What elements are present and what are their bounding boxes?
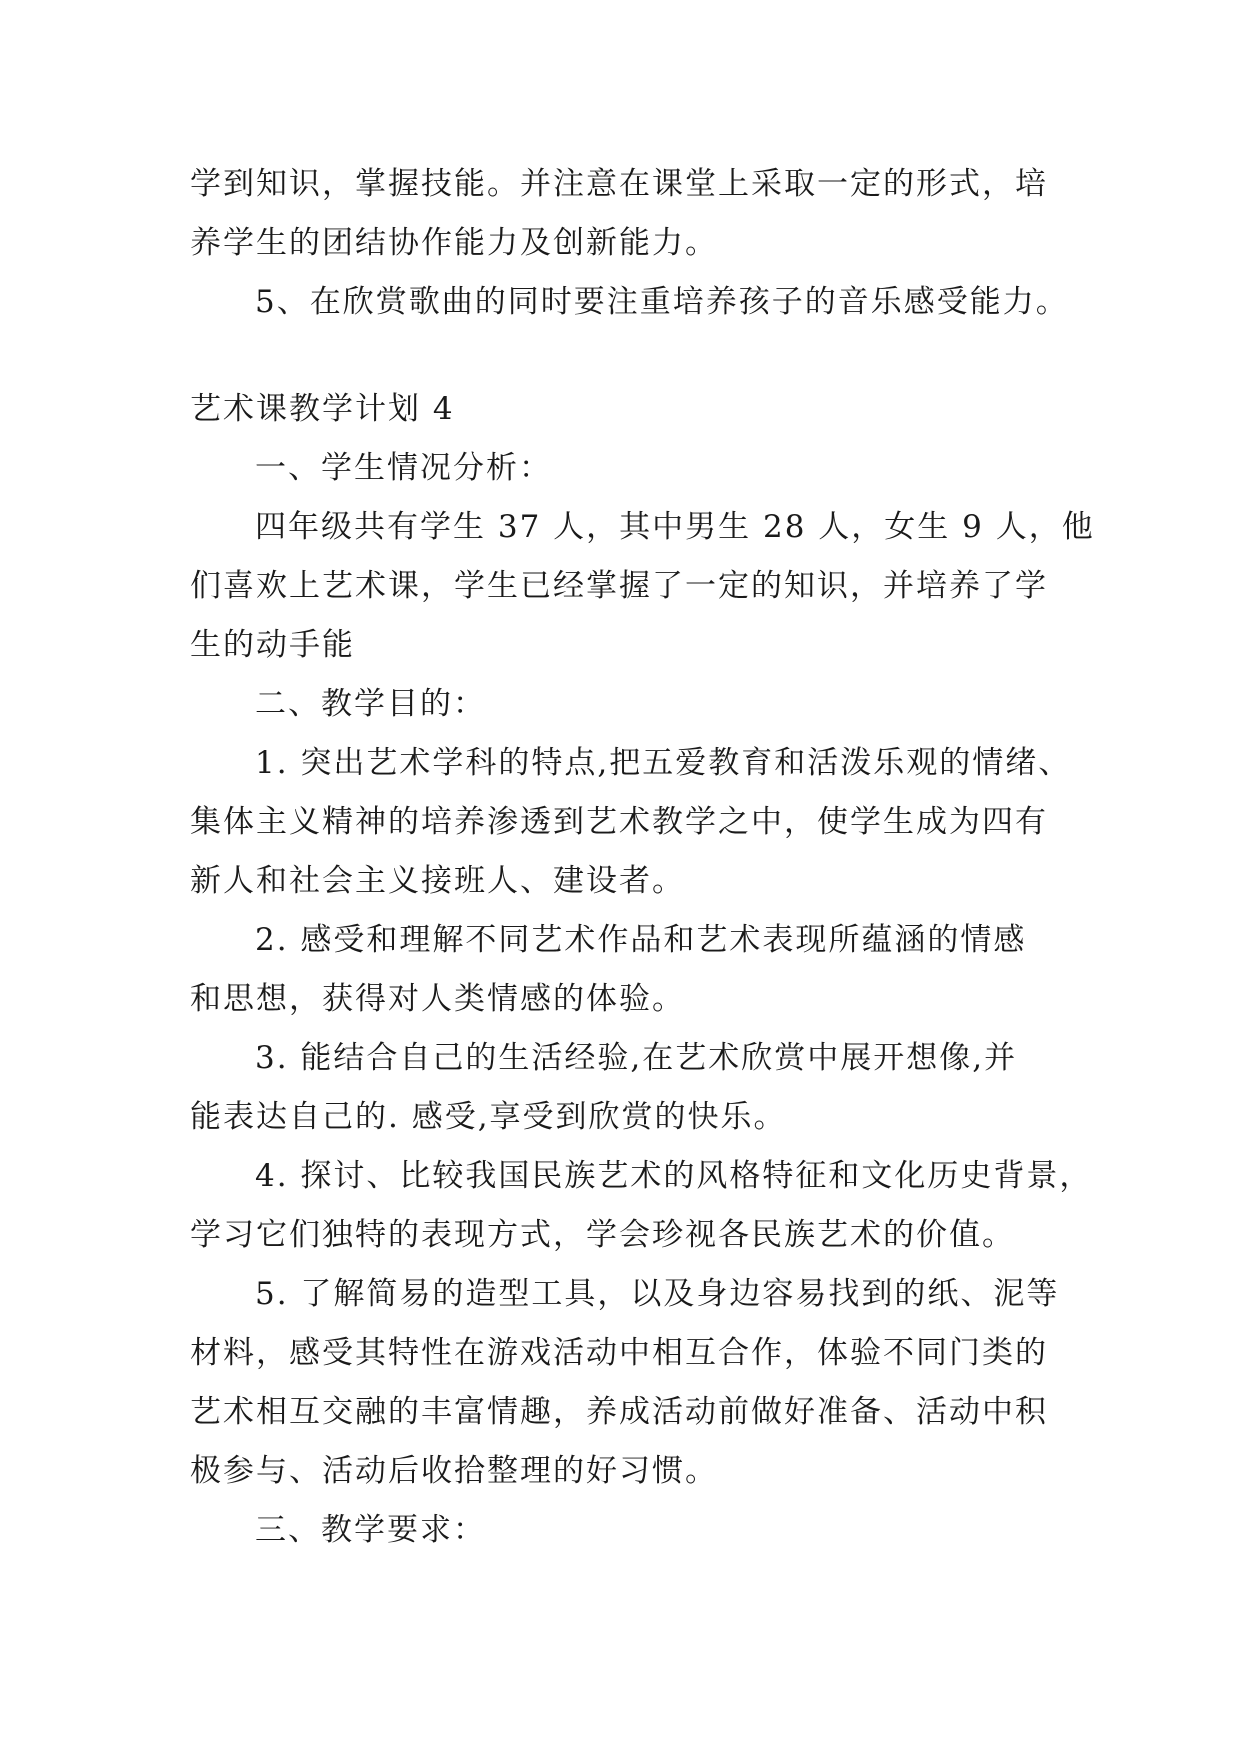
goal-item-3: 3. 能结合自己的生活经验,在艺术欣赏中展开想像,并 bbox=[255, 1040, 1018, 1076]
goal-item-5: 5. 了解简易的造型工具，以及身边容易找到的纸、泥等 bbox=[255, 1276, 1060, 1312]
paragraph-line: 四年级共有学生 37 人，其中男生 28 人，女生 9 人，他 bbox=[255, 509, 1095, 545]
heading-student-analysis: 一、学生情况分析： bbox=[255, 450, 552, 486]
paragraph-line: 艺术相互交融的丰富情趣，养成活动前做好准备、活动中积 bbox=[190, 1394, 1048, 1430]
paragraph-line: 新人和社会主义接班人、建设者。 bbox=[190, 863, 685, 899]
goal-item-2: 2. 感受和理解不同艺术作品和艺术表现所蕴涵的情感 bbox=[255, 922, 1027, 958]
paragraph-line: 学习它们独特的表现方式，学会珍视各民族艺术的价值。 bbox=[190, 1217, 1015, 1253]
list-item-5: 5、在欣赏歌曲的同时要注重培养孩子的音乐感受能力。 bbox=[255, 284, 1069, 320]
paragraph-line: 和思想，获得对人类情感的体验。 bbox=[190, 981, 685, 1017]
heading-teaching-requirements: 三、教学要求： bbox=[255, 1512, 486, 1548]
goal-item-4: 4. 探讨、比较我国民族艺术的风格特征和文化历史背景， bbox=[255, 1158, 1093, 1194]
paragraph-line: 们喜欢上艺术课，学生已经掌握了一定的知识，并培养了学 bbox=[190, 568, 1048, 604]
paragraph-line: 学到知识，掌握技能。并注意在课堂上采取一定的形式，培 bbox=[190, 166, 1048, 202]
paragraph-line: 生的动手能 bbox=[190, 627, 355, 663]
section-title: 艺术课教学计划 4 bbox=[190, 391, 455, 427]
paragraph-line: 集体主义精神的培养渗透到艺术教学之中，使学生成为四有 bbox=[190, 804, 1048, 840]
paragraph-line: 能表达自己的. 感受,享受到欣赏的快乐。 bbox=[190, 1099, 787, 1135]
plan-4-section bbox=[190, 380, 1095, 1560]
goal-item-1: 1. 突出艺术学科的特点,把五爱教育和活泼乐观的情绪、 bbox=[255, 745, 1072, 781]
paragraph-line: 极参与、活动后收拾整理的好习惯。 bbox=[190, 1453, 718, 1489]
paragraph-line: 材料，感受其特性在游戏活动中相互合作，体验不同门类的 bbox=[190, 1335, 1048, 1371]
heading-teaching-goals: 二、教学目的： bbox=[255, 686, 486, 722]
continued-section bbox=[190, 155, 1069, 332]
paragraph-line: 养学生的团结协作能力及创新能力。 bbox=[190, 225, 718, 261]
